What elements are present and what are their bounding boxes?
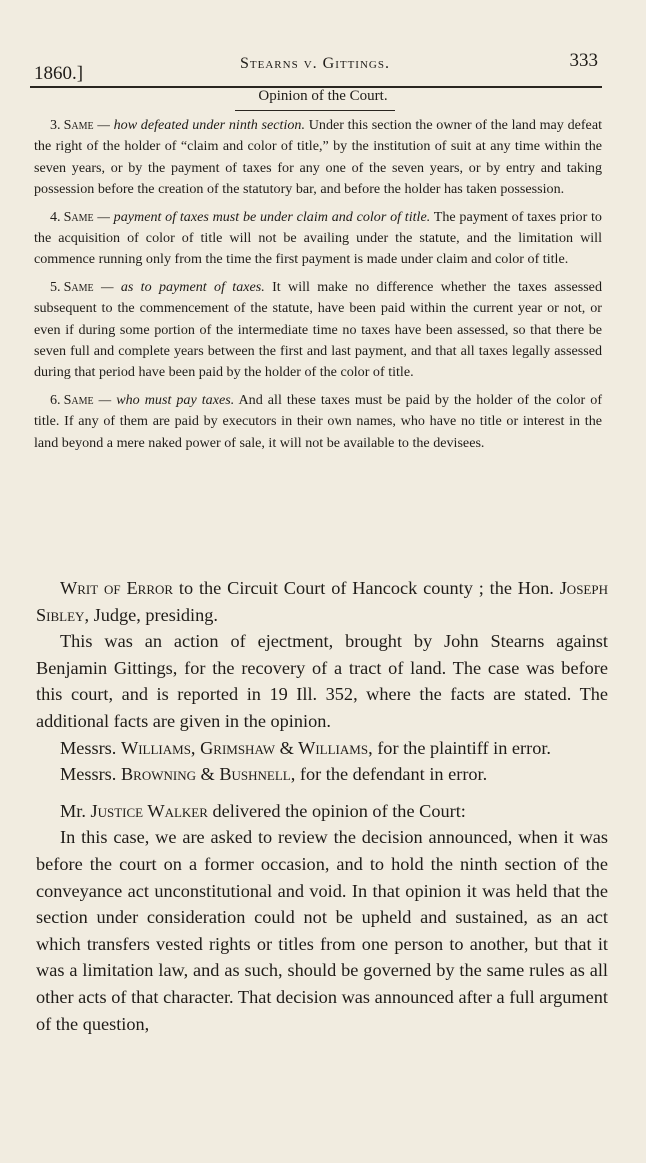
note-topic: — how defeated under ninth section. xyxy=(97,117,305,133)
opinion-prefix: Mr. xyxy=(60,800,91,821)
counsel-plaintiff xyxy=(36,735,608,762)
counsel-names: Williams, Grimshaw & Williams xyxy=(120,737,369,758)
judge-name: Joseph Sibley xyxy=(36,578,608,625)
case-body xyxy=(36,575,608,1037)
counsel-suffix: , for the defendant in error. xyxy=(290,764,488,785)
writ-label: Writ of Error xyxy=(60,578,174,598)
section-subheading: Opinion of the Court. xyxy=(258,88,388,104)
counsel-names: Browning & Bushnell xyxy=(120,764,291,785)
syllabus-note-3 xyxy=(34,115,602,201)
syllabus-note-5 xyxy=(34,277,602,384)
running-header xyxy=(30,50,600,82)
statement-paragraph: This was an action of ejectment, brought by John Stearns against Benjamin Gittings, for the recovery of a tract of land. The case was before this court, and is reported in 19 Ill. 352, where the facts are stated. The additional facts are given in the opinion. xyxy=(36,631,608,731)
justice-name: Justice Walker xyxy=(90,800,208,821)
page-number: 333 xyxy=(569,50,598,71)
writ-text-2: , Judge, presiding. xyxy=(84,604,218,625)
counsel-prefix: Messrs. xyxy=(60,764,121,785)
note-topic: — as to payment of taxes. xyxy=(100,278,265,295)
header-case-title: Stearns v. Gittings. xyxy=(240,55,390,72)
syllabus-notes xyxy=(34,115,602,460)
note-text: The payment of taxes prior to the acquisition of color of title will not be availing under the statute, and the limitation will commence running only from the time the first payment is made under claim and color of title. xyxy=(34,208,602,268)
note-number: 6. xyxy=(50,391,61,408)
syllabus-note-4 xyxy=(34,207,602,271)
note-topic: — who must pay taxes. xyxy=(98,391,235,408)
note-text: It will make no difference whether the taxes assessed subsequent to the commencement of the statute, have been paid within the current year or not, or even if during some portion of the intermediate time no taxes have been assessed, so that there be seven full and complete years between the first and last payment, and that all taxes legally assessed during that period have been paid by the holder of the color of title. xyxy=(34,278,602,381)
note-text: Under this section the owner of the land may defeat the right of the holder of “claim and color of title,” by the institution of suit at any time within the seven years, or by the payment of taxes for any one of the seven years, or by entry and taking possession before the creation of the statutory bar, and before the holder has taken possession. xyxy=(34,117,602,198)
note-number: 5. xyxy=(50,278,61,295)
note-label: Same xyxy=(63,278,94,295)
note-label: Same xyxy=(63,208,94,225)
note-label: Same xyxy=(63,117,94,133)
note-label: Same xyxy=(63,391,94,408)
counsel-defendant xyxy=(36,761,608,788)
subheading-rule xyxy=(235,110,395,111)
syllabus-note-6 xyxy=(34,390,602,454)
writ-paragraph xyxy=(36,575,608,628)
note-topic: — payment of taxes must be under claim and color of title. xyxy=(97,208,431,225)
opinion-heading xyxy=(36,798,608,825)
header-year: 1860.] xyxy=(34,63,84,84)
note-number: 3. xyxy=(50,117,61,133)
counsel-prefix: Messrs. xyxy=(60,737,121,758)
counsel-suffix: , for the plaintiff in error. xyxy=(368,737,552,758)
writ-text-1: to the Circuit Court of Hancock county ; the Hon. xyxy=(173,578,560,598)
spacer xyxy=(36,788,608,798)
opinion-text: In this case, we are asked to review the decision announced, when it was before the court on a former occasion, and to hold the ninth section of the conveyance act unconstitutional and void. In that opinion it was held that the section under consideration could not be upheld and sustained, as an act which transfers vested rights or titles from one person to another, but that it was a limitation law, and as such, should be governed by the same rules as all other acts of that character. That decision was announced after a full argument of the question, xyxy=(36,827,608,1034)
note-text: And all these taxes must be paid by the holder of the color of title. If any of them are paid by executors in their own names, who have no title or interest in the land beyond a mere naked power of sale, it will not be available to the devisees. xyxy=(34,391,603,451)
opinion-suffix: delivered the opinion of the Court: xyxy=(207,800,466,821)
note-number: 4. xyxy=(50,208,61,225)
